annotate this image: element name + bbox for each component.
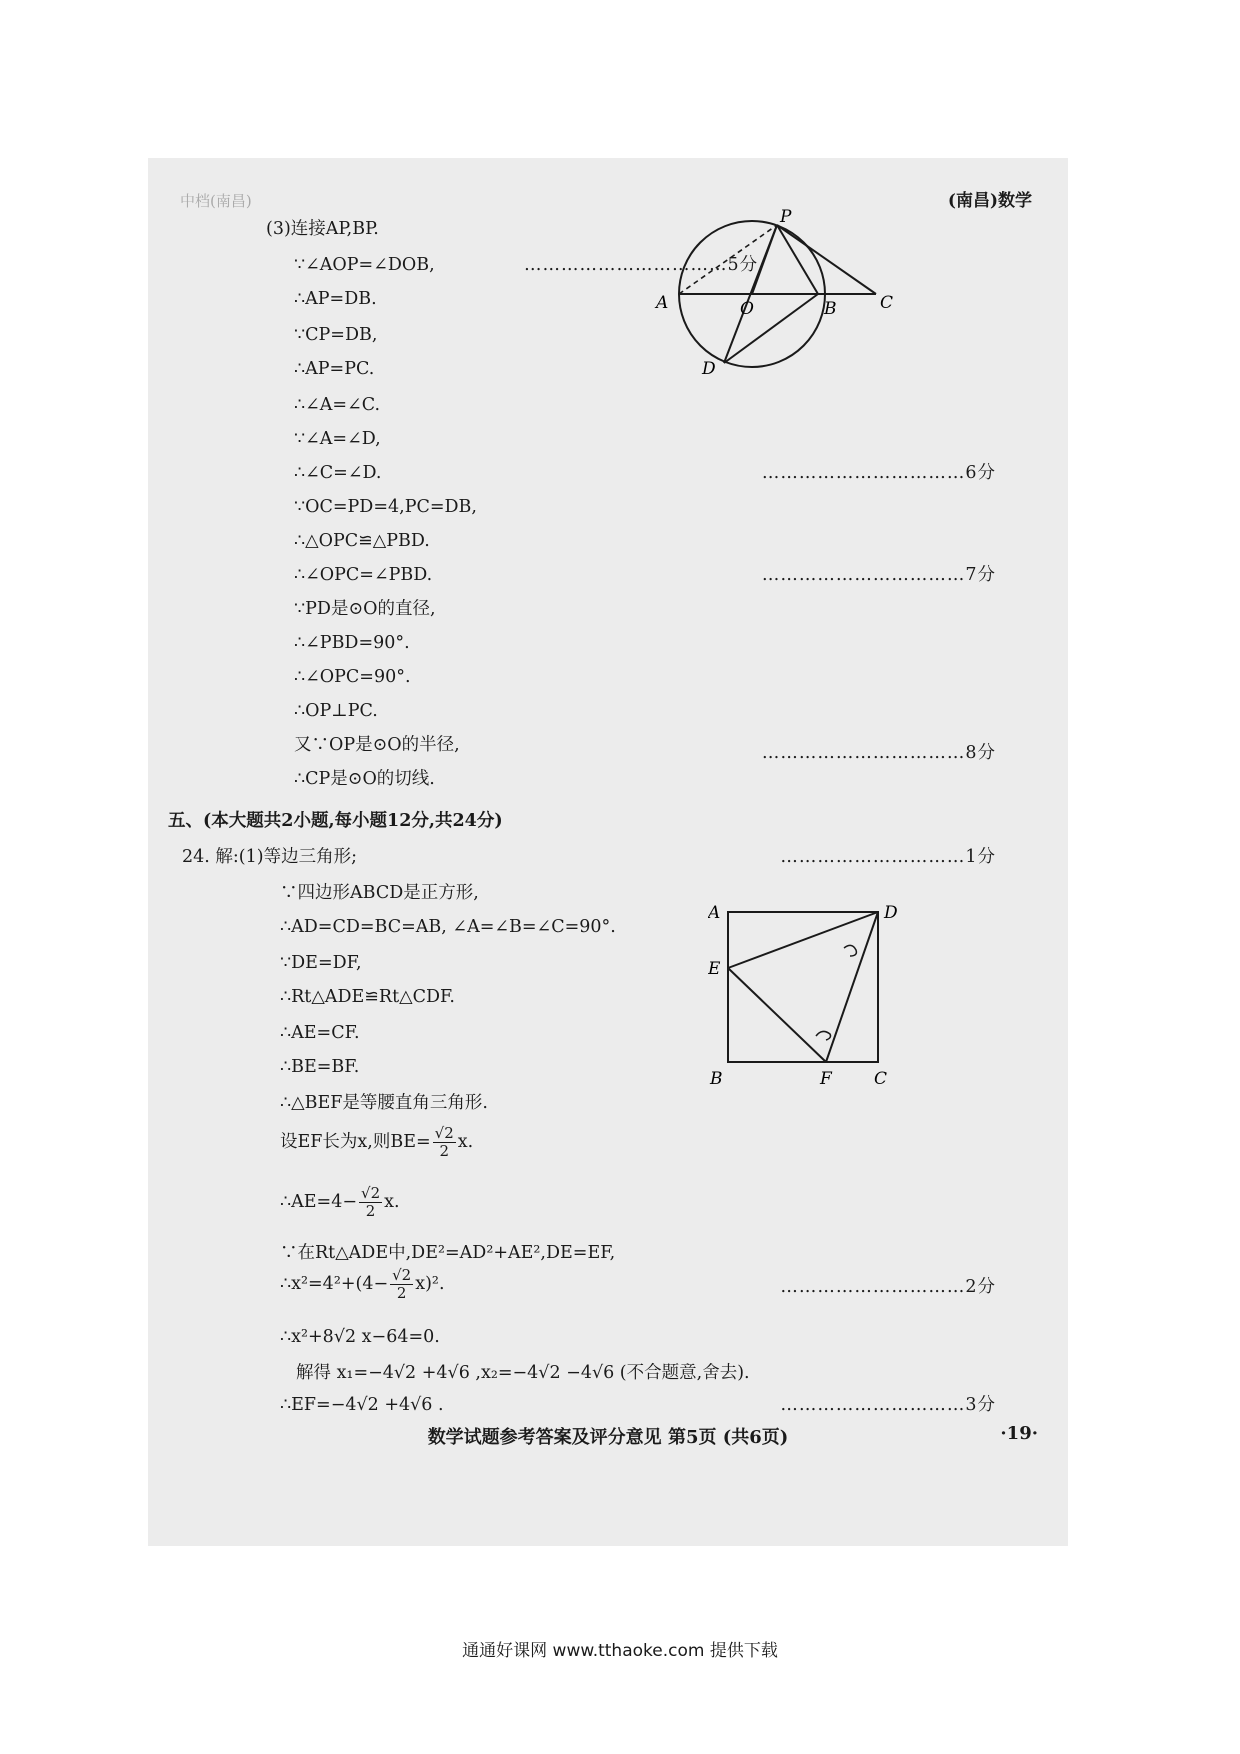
fraction: $\frac{√2}{2}$	[361, 1184, 381, 1220]
proof-line: ∵OC=PD=4,PC=DB,	[294, 497, 477, 517]
proof-line: ∴OP⊥PC.	[294, 701, 378, 721]
label-e: E	[708, 959, 721, 979]
proof-line: ∵CP=DB,	[294, 325, 378, 345]
label-f: F	[820, 1069, 832, 1089]
ae-line: ∴AE=4− $\frac{√2}{2}$ x.	[280, 1184, 400, 1220]
proof-line: ∴△BEF是等腰直角三角形.	[280, 1093, 488, 1113]
label-a: A	[708, 903, 721, 923]
proof-line: ∴△OPC≌△PBD.	[294, 531, 430, 551]
eq1-line: ∴x²=4²+(4− $\frac{√2}{2}$ x)².	[280, 1266, 445, 1302]
proof-line: ∴AD=CD=BC=AB, ∠A=∠B=∠C=90°.	[280, 917, 616, 937]
score-line: …………………………1分	[780, 847, 996, 867]
fraction: $\frac{√2}{2}$	[392, 1266, 412, 1302]
score-line: ……………………………7分	[761, 565, 996, 585]
label-c: C	[880, 293, 894, 313]
section-title: 五、(本大题共2小题,每小题12分,共24分)	[168, 811, 503, 831]
proof-line: ∵∠A=∠D,	[294, 429, 381, 449]
segment-pb	[777, 225, 818, 294]
proof-line: ∴BE=BF.	[280, 1057, 360, 1077]
label-b: B	[710, 1069, 723, 1089]
square-figure	[708, 898, 1028, 1108]
label-a: A	[656, 293, 669, 313]
label-p: P	[780, 208, 792, 227]
score-line: …………………………2分	[780, 1277, 996, 1297]
proof-line: ∴∠OPC=90°.	[294, 667, 411, 687]
rt-line: ∵在Rt△ADE中,DE²=AD²+AE²,DE=EF,	[280, 1243, 616, 1263]
site-credit: 通通好课网 www.tthaoke.com 提供下载	[462, 1641, 778, 1661]
segment-ef	[728, 968, 826, 1062]
label-c: C	[874, 1069, 888, 1089]
ef-line: ∴EF=−4√2 +4√6 .	[280, 1395, 444, 1415]
proof-line: ∴Rt△ADE≌Rt△CDF.	[280, 987, 455, 1007]
q24-intro: 24. 解:(1)等边三角形;	[182, 847, 357, 867]
segment-df	[826, 912, 878, 1062]
proof-line: ∴∠C=∠D.	[294, 463, 382, 483]
score-line: ……………………………6分	[761, 463, 996, 483]
proof-line: ∴AP=PC.	[294, 359, 375, 379]
solve-line: 解得 x₁=−4√2 +4√6 ,x₂=−4√2 −4√6 (不合题意,舍去).	[296, 1363, 750, 1383]
score-line: ……………………………8分	[761, 743, 996, 763]
fraction: $\frac{√2}{2}$	[434, 1124, 454, 1160]
score-line: ……………………………5分	[524, 255, 759, 275]
scanned-page	[148, 158, 1068, 1546]
proof-line: (3)连接AP,BP.	[266, 219, 379, 239]
arrow-mark	[844, 945, 856, 956]
proof-line: 又∵OP是⊙O的半径,	[294, 735, 460, 755]
proof-line: ∵∠AOP=∠DOB,	[294, 255, 435, 275]
proof-line: ∴AP=DB.	[294, 289, 377, 309]
proof-line: ∵四边形ABCD是正方形,	[280, 883, 479, 903]
proof-line: ∴∠OPC=∠PBD.	[294, 565, 433, 585]
arrow-mark	[816, 1031, 831, 1040]
proof-line: ∴CP是⊙O的切线.	[294, 769, 435, 789]
proof-line: ∴AE=CF.	[280, 1023, 360, 1043]
page-footer: 数学试题参考答案及评分意见 第5页 (共6页)	[427, 1427, 789, 1448]
label-d: D	[702, 359, 716, 378]
score-line: …………………………3分	[780, 1395, 996, 1415]
proof-line: ∵PD是⊙O的直径,	[294, 599, 436, 619]
set-ef-line: 设EF长为x,则BE= $\frac{√2}{2}$ x.	[280, 1124, 474, 1160]
circle-tangent-figure	[648, 208, 1008, 378]
segment-ap-dashed	[679, 225, 777, 294]
proof-line: ∴∠A=∠C.	[294, 395, 381, 415]
label-o: O	[740, 299, 754, 319]
proof-line: ∴∠PBD=90°.	[294, 633, 410, 653]
label-b: B	[824, 299, 837, 319]
page-number: ·19·	[1000, 1423, 1038, 1444]
eq2-line: ∴x²+8√2 x−64=0.	[280, 1327, 440, 1347]
header-left: 中档(南昌)	[180, 192, 252, 210]
segment-pc	[777, 225, 876, 294]
segment-op	[752, 225, 777, 294]
proof-line: ∵DE=DF,	[280, 953, 362, 973]
header-right: (南昌)数学	[947, 191, 1032, 211]
label-d: D	[884, 903, 898, 923]
segment-de	[728, 912, 878, 968]
